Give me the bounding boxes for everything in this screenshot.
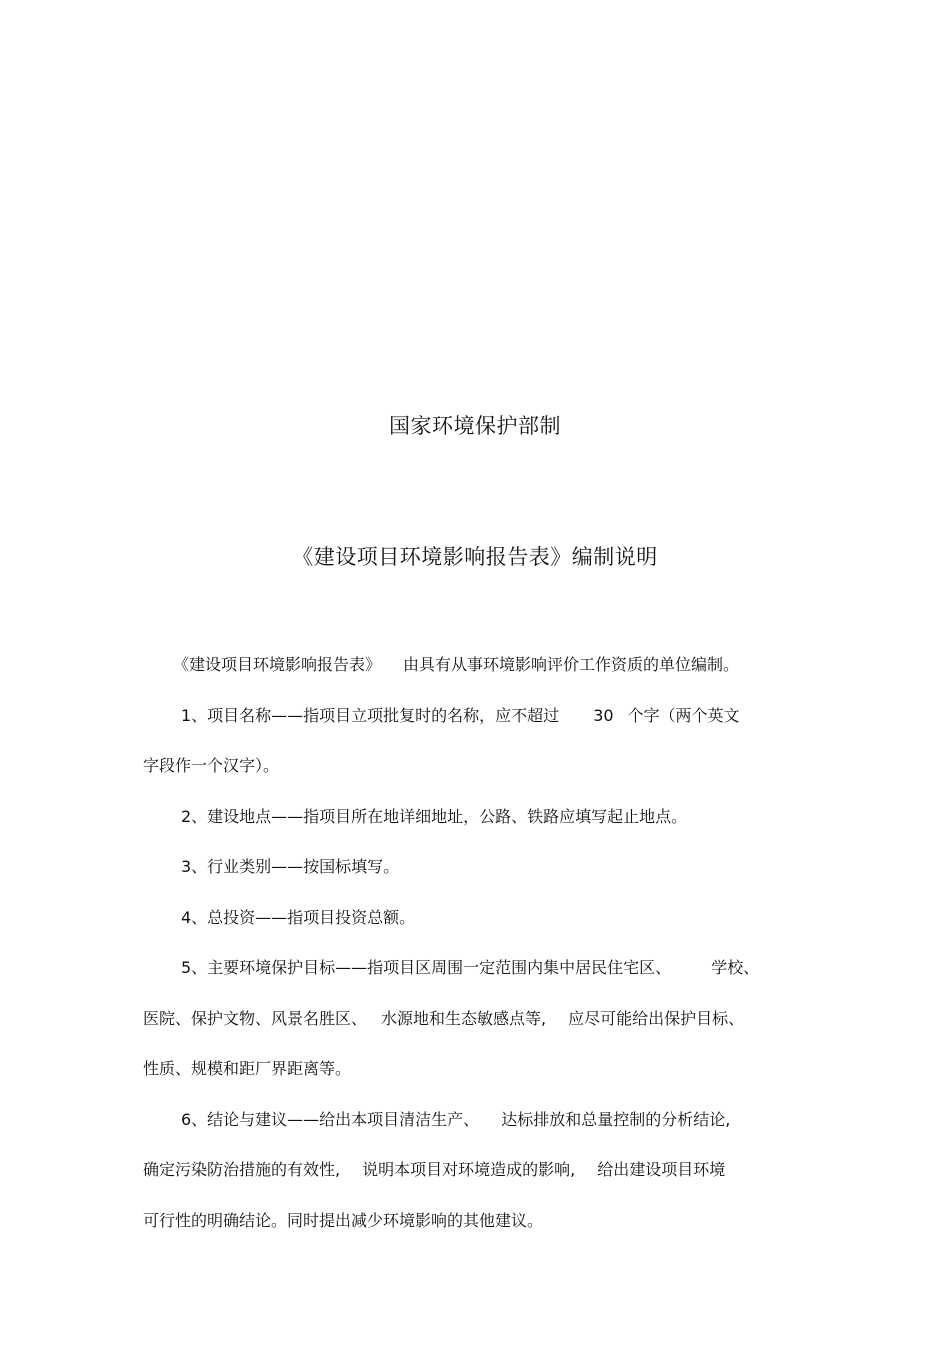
item-6-text-4: 给出建设项目环境 <box>597 1160 726 1179</box>
item-5-line-3 <box>143 1044 808 1095</box>
item-6-text-2: 确定污染防治措施的有效性, <box>143 1160 341 1179</box>
item-1-text-end: 字段作一个汉字）。 <box>143 756 280 775</box>
item-5-text-end: 性质、规模和距厂界距离等。 <box>143 1059 352 1078</box>
item-1-text-cont: 个字（两个英文 <box>627 705 740 725</box>
item-5-line-1 <box>143 943 808 994</box>
item-5-text-3: 水源地和生态敏感点等, <box>381 1008 547 1028</box>
item-6-line-2 <box>143 1145 808 1196</box>
item-6-text: 6、结论与建议——给出本项目清洁生产、 <box>181 1109 480 1129</box>
issuer-line: 国家环境保护部制 <box>389 414 561 438</box>
item-1-line-2 <box>143 741 808 792</box>
document-heading: 《建设项目环境影响报告表》编制说明 <box>292 545 658 569</box>
item-4: 4、总投资——指项目投资总额。 <box>181 907 416 927</box>
item-6-text-end: 可行性的明确结论。同时提出减少环境影响的其他建议。 <box>143 1210 544 1230</box>
item-5-text-4: 应尽可能给出保护目标、 <box>568 1008 745 1028</box>
item-5-text-cont: 学校、 <box>711 958 760 977</box>
item-1-number: 30 <box>593 705 614 725</box>
item-6-line-3 <box>143 1196 808 1247</box>
item-3: 3、行业类别——按国标填写。 <box>181 857 400 876</box>
item-5-line-2 <box>143 994 808 1045</box>
item-5-text: 5、主要环境保护目标——指项目区周围一定范围内集中居民住宅区、 <box>181 958 672 977</box>
item-2: 2、建设地点——指项目所在地详细地址，公路、铁路应填写起止地点。 <box>181 806 688 826</box>
intro-text: 由具有从事环境影响评价工作资质的单位编制。 <box>403 655 740 674</box>
item-6-text-3: 说明本项目对环境造成的影响, <box>362 1160 576 1179</box>
document-body <box>143 640 808 1246</box>
item-5-text-2: 医院、保护文物、风景名胜区、 <box>143 1008 368 1028</box>
intro-paragraph <box>143 640 808 691</box>
intro-title-ref: 《建设项目环境影响报告表》 <box>173 655 382 674</box>
item-1-line-1 <box>143 691 808 742</box>
item-6-text-cont: 达标排放和总量控制的分析结论, <box>501 1109 731 1129</box>
item-1-text: 1、项目名称——指项目立项批复时的名称，应不超过 <box>181 705 560 725</box>
item-6-line-1 <box>143 1095 808 1146</box>
